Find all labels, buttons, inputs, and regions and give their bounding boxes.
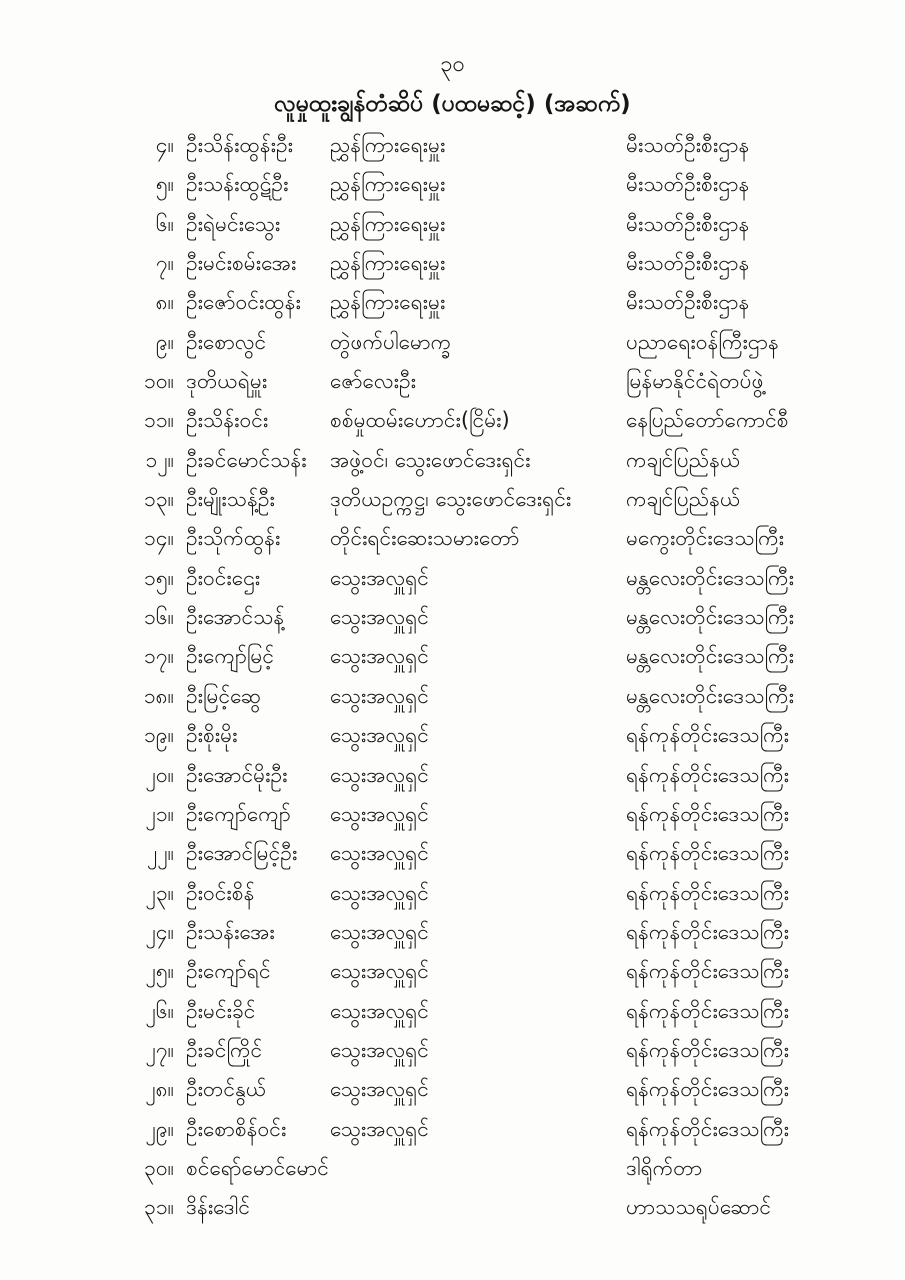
row-number: ၂၇။ bbox=[145, 1037, 174, 1062]
awardee-organization: ဟာသသရုပ်ဆောင် bbox=[626, 1195, 771, 1220]
row-number: ၂၃။ bbox=[145, 880, 174, 905]
awardee-position: ညွှန်ကြားရေးမှူး bbox=[330, 251, 446, 276]
table-row bbox=[0, 165, 905, 204]
awardee-position: ညွှန်ကြားရေးမှူး bbox=[330, 172, 446, 197]
awardee-organization: မီးသတ်ဦးစီးဌာန bbox=[626, 211, 750, 236]
awardee-position: စစ်မှုထမ်းဟောင်း(ငြိမ်း) bbox=[330, 408, 510, 433]
awardee-organization: မီးသတ်ဦးစီးဌာန bbox=[626, 251, 750, 276]
row-number: ၂၂။ bbox=[147, 841, 174, 866]
awardee-position: သွေးအလှူရှင် bbox=[330, 919, 429, 944]
awardee-name: ဦးသန်းအေး bbox=[186, 919, 275, 944]
awardee-name: ဦးသိန်းထွန်းဦး bbox=[186, 133, 293, 157]
awardee-name: စင်ရော်မောင်မောင် bbox=[186, 1155, 329, 1180]
awardee-position: အဖွဲ့ဝင်၊ သွေးဖောင်ဒေးရှင်း bbox=[330, 447, 531, 472]
row-number: ၈။ bbox=[155, 290, 174, 315]
awardee-organization: မန္တလေးတိုင်းဒေသကြီး bbox=[626, 644, 794, 669]
table-row bbox=[0, 362, 905, 401]
row-number: ၁၉။ bbox=[144, 723, 174, 748]
awardee-name: ဒုတိယရဲမှူး bbox=[186, 369, 268, 394]
awardee-name: ဦးစောစိန်ဝင်း bbox=[186, 1116, 287, 1141]
row-number: ၅။ bbox=[155, 172, 174, 197]
awardee-name: ဦးသိန်းဝင်း bbox=[186, 408, 269, 433]
awardee-position: ဒုတိယဥက္ကဋ္ဌ၊ သွေးဖောင်ဒေးရှင်း bbox=[330, 487, 572, 512]
awardee-organization: ရန်ကုန်တိုင်းဒေသကြီး bbox=[626, 801, 790, 826]
awardee-position: သွေးအလှူရှင် bbox=[330, 1116, 429, 1141]
awardee-position: ဇော်လေးဦး bbox=[330, 369, 416, 394]
awardee-name: ဦးအောင်သန့် bbox=[186, 605, 285, 630]
awardee-organization: ရန်ကုန်တိုင်းဒေသကြီး bbox=[626, 1116, 790, 1141]
row-number: ၁၁။ bbox=[144, 408, 174, 433]
row-number: ၁၂။ bbox=[145, 447, 174, 472]
row-number: ၁၆။ bbox=[144, 605, 174, 630]
table-row bbox=[0, 401, 905, 440]
awardee-organization: ရန်ကုန်တိုင်းဒေသကြီး bbox=[626, 1077, 790, 1102]
table-row bbox=[0, 519, 905, 558]
awardee-position: သွေးအလှူရှင် bbox=[330, 644, 429, 669]
table-row bbox=[0, 1070, 905, 1109]
row-number: ၉။ bbox=[155, 329, 174, 354]
awardee-name: ဦးခင်မောင်သန်း bbox=[186, 447, 307, 472]
row-number: ၁၅။ bbox=[144, 565, 174, 590]
table-row bbox=[0, 756, 905, 795]
awardee-position: သွေးအလှူရှင် bbox=[330, 1077, 429, 1102]
awardee-organization: မန္တလေးတိုင်းဒေသကြီး bbox=[626, 605, 794, 630]
awardee-organization: ကချင်ပြည်နယ် bbox=[626, 487, 741, 512]
awardee-name: ဦးရဲမင်းသွေး bbox=[186, 211, 281, 236]
awardee-position: သွေးအလှူရှင် bbox=[330, 880, 429, 905]
awardee-position: သွေးအလှူရှင် bbox=[330, 762, 429, 787]
table-row bbox=[0, 244, 905, 283]
table-row bbox=[0, 559, 905, 598]
awardee-organization: မီးသတ်ဦးစီးဌာန bbox=[626, 172, 750, 197]
awardee-organization: ဒါရိုက်တာ bbox=[626, 1155, 703, 1180]
awardee-position: သွေးအလှူရှင် bbox=[330, 998, 429, 1023]
awardee-table bbox=[0, 126, 905, 1228]
table-row bbox=[0, 795, 905, 834]
awardee-position: တိုင်းရင်းဆေးသမားတော် bbox=[330, 526, 520, 551]
table-row bbox=[0, 126, 905, 165]
awardee-name: ဒိန်းဒေါင် bbox=[186, 1195, 250, 1220]
row-number: ၆။ bbox=[155, 211, 174, 236]
table-row bbox=[0, 323, 905, 362]
table-row bbox=[0, 1110, 905, 1149]
table-row bbox=[0, 952, 905, 991]
awardee-organization: မီးသတ်ဦးစီးဌာန bbox=[626, 290, 750, 315]
awardee-position: သွေးအလှူရှင် bbox=[330, 605, 429, 630]
awardee-organization: ရန်ကုန်တိုင်းဒေသကြီး bbox=[626, 959, 790, 984]
awardee-position: သွေးအလှူရှင် bbox=[330, 565, 429, 590]
awardee-name: ဦးဝင်းဌေး bbox=[186, 565, 261, 590]
row-number: ၇။ bbox=[155, 251, 174, 276]
table-row bbox=[0, 441, 905, 480]
awardee-organization: ရန်ကုန်တိုင်းဒေသကြီး bbox=[626, 723, 790, 748]
awardee-position: သွေးအလှူရှင် bbox=[330, 959, 429, 984]
awardee-organization: ရန်ကုန်တိုင်းဒေသကြီး bbox=[626, 1037, 790, 1062]
table-row bbox=[0, 1188, 905, 1227]
awardee-name: ဦးဝင်းစိန် bbox=[186, 880, 255, 905]
awardee-organization: ရန်ကုန်တိုင်းဒေသကြီး bbox=[626, 762, 790, 787]
awardee-name: ဦးကျော်ရင် bbox=[186, 959, 271, 984]
awardee-name: ဦးဇော်ဝင်းထွန်း bbox=[186, 290, 301, 315]
awardee-organization: ရန်ကုန်တိုင်းဒေသကြီး bbox=[626, 998, 790, 1023]
awardee-position: သွေးအလှူရှင် bbox=[330, 801, 429, 826]
table-row bbox=[0, 913, 905, 952]
awardee-name: ဦးကျော်ကျော် bbox=[186, 801, 291, 826]
row-number: ၁၃။ bbox=[144, 487, 174, 512]
awardee-organization: ရန်ကုန်တိုင်းဒေသကြီး bbox=[626, 841, 790, 866]
awardee-position: ညွှန်ကြားရေးမှူး bbox=[330, 133, 446, 157]
awardee-organization: ရန်ကုန်တိုင်းဒေသကြီး bbox=[626, 919, 790, 944]
awardee-name: ဦးမျိုးသန့်ဦး bbox=[186, 487, 275, 512]
awardee-position: ညွှန်ကြားရေးမှူး bbox=[330, 211, 446, 236]
table-row bbox=[0, 637, 905, 676]
awardee-name: ဦးကျော်မြင့် bbox=[186, 644, 275, 669]
awardee-position: ညွှန်ကြားရေးမှူး bbox=[330, 290, 446, 315]
awardee-position: သွေးအလှူရှင် bbox=[330, 683, 429, 708]
row-number: ၃၁။ bbox=[144, 1195, 174, 1220]
table-row bbox=[0, 716, 905, 755]
awardee-organization: ကချင်ပြည်နယ် bbox=[626, 447, 741, 472]
awardee-organization: မီးသတ်ဦးစီးဌာန bbox=[626, 133, 750, 157]
table-row bbox=[0, 834, 905, 873]
row-number: ၁၄။ bbox=[144, 526, 174, 551]
awardee-organization: ပညာရေးဝန်ကြီးဌာန bbox=[626, 329, 779, 354]
row-number: ၂၉။ bbox=[145, 1116, 174, 1141]
awardee-organization: မြန်မာနိုင်ငံရဲတပ်ဖွဲ့ bbox=[626, 369, 764, 394]
table-row bbox=[0, 205, 905, 244]
awardee-organization: နေပြည်တော်ကောင်စီ bbox=[626, 408, 789, 433]
awardee-position: သွေးအလှူရှင် bbox=[330, 723, 429, 748]
table-row bbox=[0, 283, 905, 322]
row-number: ၂၄။ bbox=[145, 919, 174, 944]
row-number: ၁၀။ bbox=[144, 369, 174, 394]
awardee-name: ဦးမြင့်ဆွေ bbox=[186, 683, 262, 708]
awardee-name: ဦးအောင်မိုးဦး bbox=[186, 762, 288, 787]
awardee-name: ဦးသိုက်ထွန်း bbox=[186, 526, 281, 551]
row-number: ၁၇။ bbox=[144, 644, 174, 669]
awardee-position: သွေးအလှူရှင် bbox=[330, 841, 429, 866]
table-row bbox=[0, 992, 905, 1031]
page-title: လူမှုထူးချွန်တံဆိပ် (ပထမဆင့်) (အဆက်) bbox=[274, 91, 631, 117]
table-row bbox=[0, 480, 905, 519]
awardee-name: ဦးစိုးမိုး bbox=[186, 723, 238, 748]
awardee-position: တွဲဖက်ပါမောက္ခ bbox=[330, 329, 452, 354]
row-number: ၂၅။ bbox=[145, 959, 174, 984]
row-number: ၄။ bbox=[155, 133, 174, 157]
row-number: ၂၀။ bbox=[145, 762, 174, 787]
table-row bbox=[0, 874, 905, 913]
table-row bbox=[0, 677, 905, 716]
awardee-organization: ရန်ကုန်တိုင်းဒေသကြီး bbox=[626, 880, 790, 905]
awardee-organization: မကွေးတိုင်းဒေသကြီး bbox=[626, 526, 784, 551]
table-row bbox=[0, 1149, 905, 1188]
table-row bbox=[0, 598, 905, 637]
awardee-position: သွေးအလှူရှင် bbox=[330, 1037, 429, 1062]
awardee-name: ဦးမင်းခိုင် bbox=[186, 998, 256, 1023]
page-number: ၃၀ bbox=[440, 52, 465, 77]
row-number: ၂၆။ bbox=[145, 998, 174, 1023]
awardee-name: ဦးစောလွင် bbox=[186, 329, 267, 354]
row-number: ၂၁။ bbox=[145, 801, 174, 826]
table-row bbox=[0, 1031, 905, 1070]
row-number: ၃၀။ bbox=[144, 1155, 174, 1180]
awardee-name: ဦးတင်နွယ် bbox=[186, 1077, 267, 1102]
row-number: ၁၈။ bbox=[143, 683, 174, 708]
awardee-name: ဦးခင်ကြိုင် bbox=[186, 1037, 263, 1062]
awardee-organization: မန္တလေးတိုင်းဒေသကြီး bbox=[626, 683, 794, 708]
awardee-name: ဦးအောင်မြင့်ဦး bbox=[186, 841, 298, 866]
row-number: ၂၈။ bbox=[145, 1077, 174, 1102]
awardee-name: ဦးမင်းစမ်းအေး bbox=[186, 251, 297, 276]
awardee-name: ဦးသန်းထွဋ်ဦး bbox=[186, 172, 289, 197]
awardee-organization: မန္တလေးတိုင်းဒေသကြီး bbox=[626, 565, 794, 590]
